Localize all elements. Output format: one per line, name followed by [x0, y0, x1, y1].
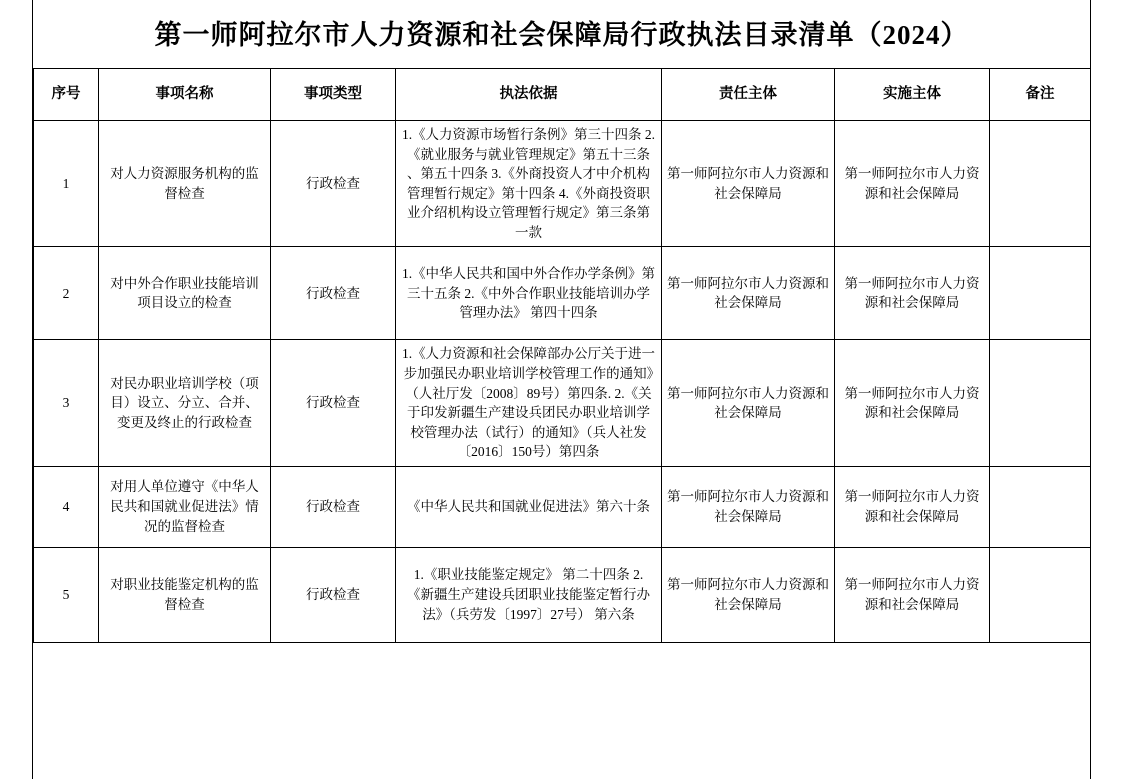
- enforcement-catalog-table: [33, 68, 1091, 643]
- cell-type: 行政检查: [271, 340, 396, 466]
- cell-seq: 1: [34, 121, 99, 247]
- column-header-responsible: 责任主体: [662, 69, 835, 121]
- cell-note: [990, 121, 1091, 247]
- cell-responsible: 第一师阿拉尔市人力资源和社会保障局: [662, 247, 835, 340]
- cell-type: 行政检查: [271, 121, 396, 247]
- cell-seq: 3: [34, 340, 99, 466]
- cell-responsible: 第一师阿拉尔市人力资源和社会保障局: [662, 121, 835, 247]
- table-row: [34, 466, 1091, 547]
- cell-implementer: 第一师阿拉尔市人力资源和社会保障局: [835, 547, 990, 642]
- column-header-name: 事项名称: [99, 69, 271, 121]
- column-header-basis: 执法依据: [396, 69, 662, 121]
- cell-implementer: 第一师阿拉尔市人力资源和社会保障局: [835, 247, 990, 340]
- column-header-seq: 序号: [34, 69, 99, 121]
- cell-note: [990, 340, 1091, 466]
- cell-note: [990, 247, 1091, 340]
- table-row: [34, 340, 1091, 466]
- cell-note: [990, 466, 1091, 547]
- cell-name: 对用人单位遵守《中华人民共和国就业促进法》情况的监督检查: [99, 466, 271, 547]
- table-row: [34, 547, 1091, 642]
- column-header-note: 备注: [990, 69, 1091, 121]
- cell-basis: 1.《中华人民共和国中外合作办学条例》第三十五条 2.《中外合作职业技能培训办学管理办法》 第四十四条: [396, 247, 662, 340]
- cell-name: 对民办职业培训学校（项目）设立、分立、合并、变更及终止的行政检查: [99, 340, 271, 466]
- cell-basis: 1.《人力资源市场暂行条例》第三十四条 2.《就业服务与就业管理规定》第五十三条 、第五十四条 3.《外商投资人才中介机构管理暂行规定》第十四条 4.《外商投资职业介绍机构设立管理暂行规定》第三条第一款: [396, 121, 662, 247]
- cell-basis: 1.《人力资源和社会保障部办公厅关于进一步加强民办职业培训学校管理工作的通知》（人社厅发〔2008〕89号）第四条. 2.《关于印发新疆生产建设兵团民办职业培训学校管理办法（试行）的通知》（兵人社发〔2016〕150号）第四条: [396, 340, 662, 466]
- cell-name: 对中外合作职业技能培训项目设立的检查: [99, 247, 271, 340]
- cell-type: 行政检查: [271, 547, 396, 642]
- cell-basis: 1.《职业技能鉴定规定》 第二十四条 2.《新疆生产建设兵团职业技能鉴定暂行办法》（兵劳发〔1997〕27号） 第六条: [396, 547, 662, 642]
- cell-implementer: 第一师阿拉尔市人力资源和社会保障局: [835, 121, 990, 247]
- cell-implementer: 第一师阿拉尔市人力资源和社会保障局: [835, 340, 990, 466]
- cell-name: 对职业技能鉴定机构的监督检查: [99, 547, 271, 642]
- column-header-type: 事项类型: [271, 69, 396, 121]
- cell-seq: 4: [34, 466, 99, 547]
- cell-responsible: 第一师阿拉尔市人力资源和社会保障局: [662, 340, 835, 466]
- table-header-row: [34, 69, 1091, 121]
- page-title: 第一师阿拉尔市人力资源和社会保障局行政执法目录清单（2024）: [154, 20, 969, 50]
- cell-note: [990, 547, 1091, 642]
- cell-type: 行政检查: [271, 247, 396, 340]
- cell-responsible: 第一师阿拉尔市人力资源和社会保障局: [662, 547, 835, 642]
- cell-name: 对人力资源服务机构的监督检查: [99, 121, 271, 247]
- cell-seq: 5: [34, 547, 99, 642]
- table-row: [34, 121, 1091, 247]
- table-row: [34, 247, 1091, 340]
- column-header-implementer: 实施主体: [835, 69, 990, 121]
- cell-seq: 2: [34, 247, 99, 340]
- cell-type: 行政检查: [271, 466, 396, 547]
- cell-basis: 《中华人民共和国就业促进法》第六十条: [396, 466, 662, 547]
- cell-responsible: 第一师阿拉尔市人力资源和社会保障局: [662, 466, 835, 547]
- cell-implementer: 第一师阿拉尔市人力资源和社会保障局: [835, 466, 990, 547]
